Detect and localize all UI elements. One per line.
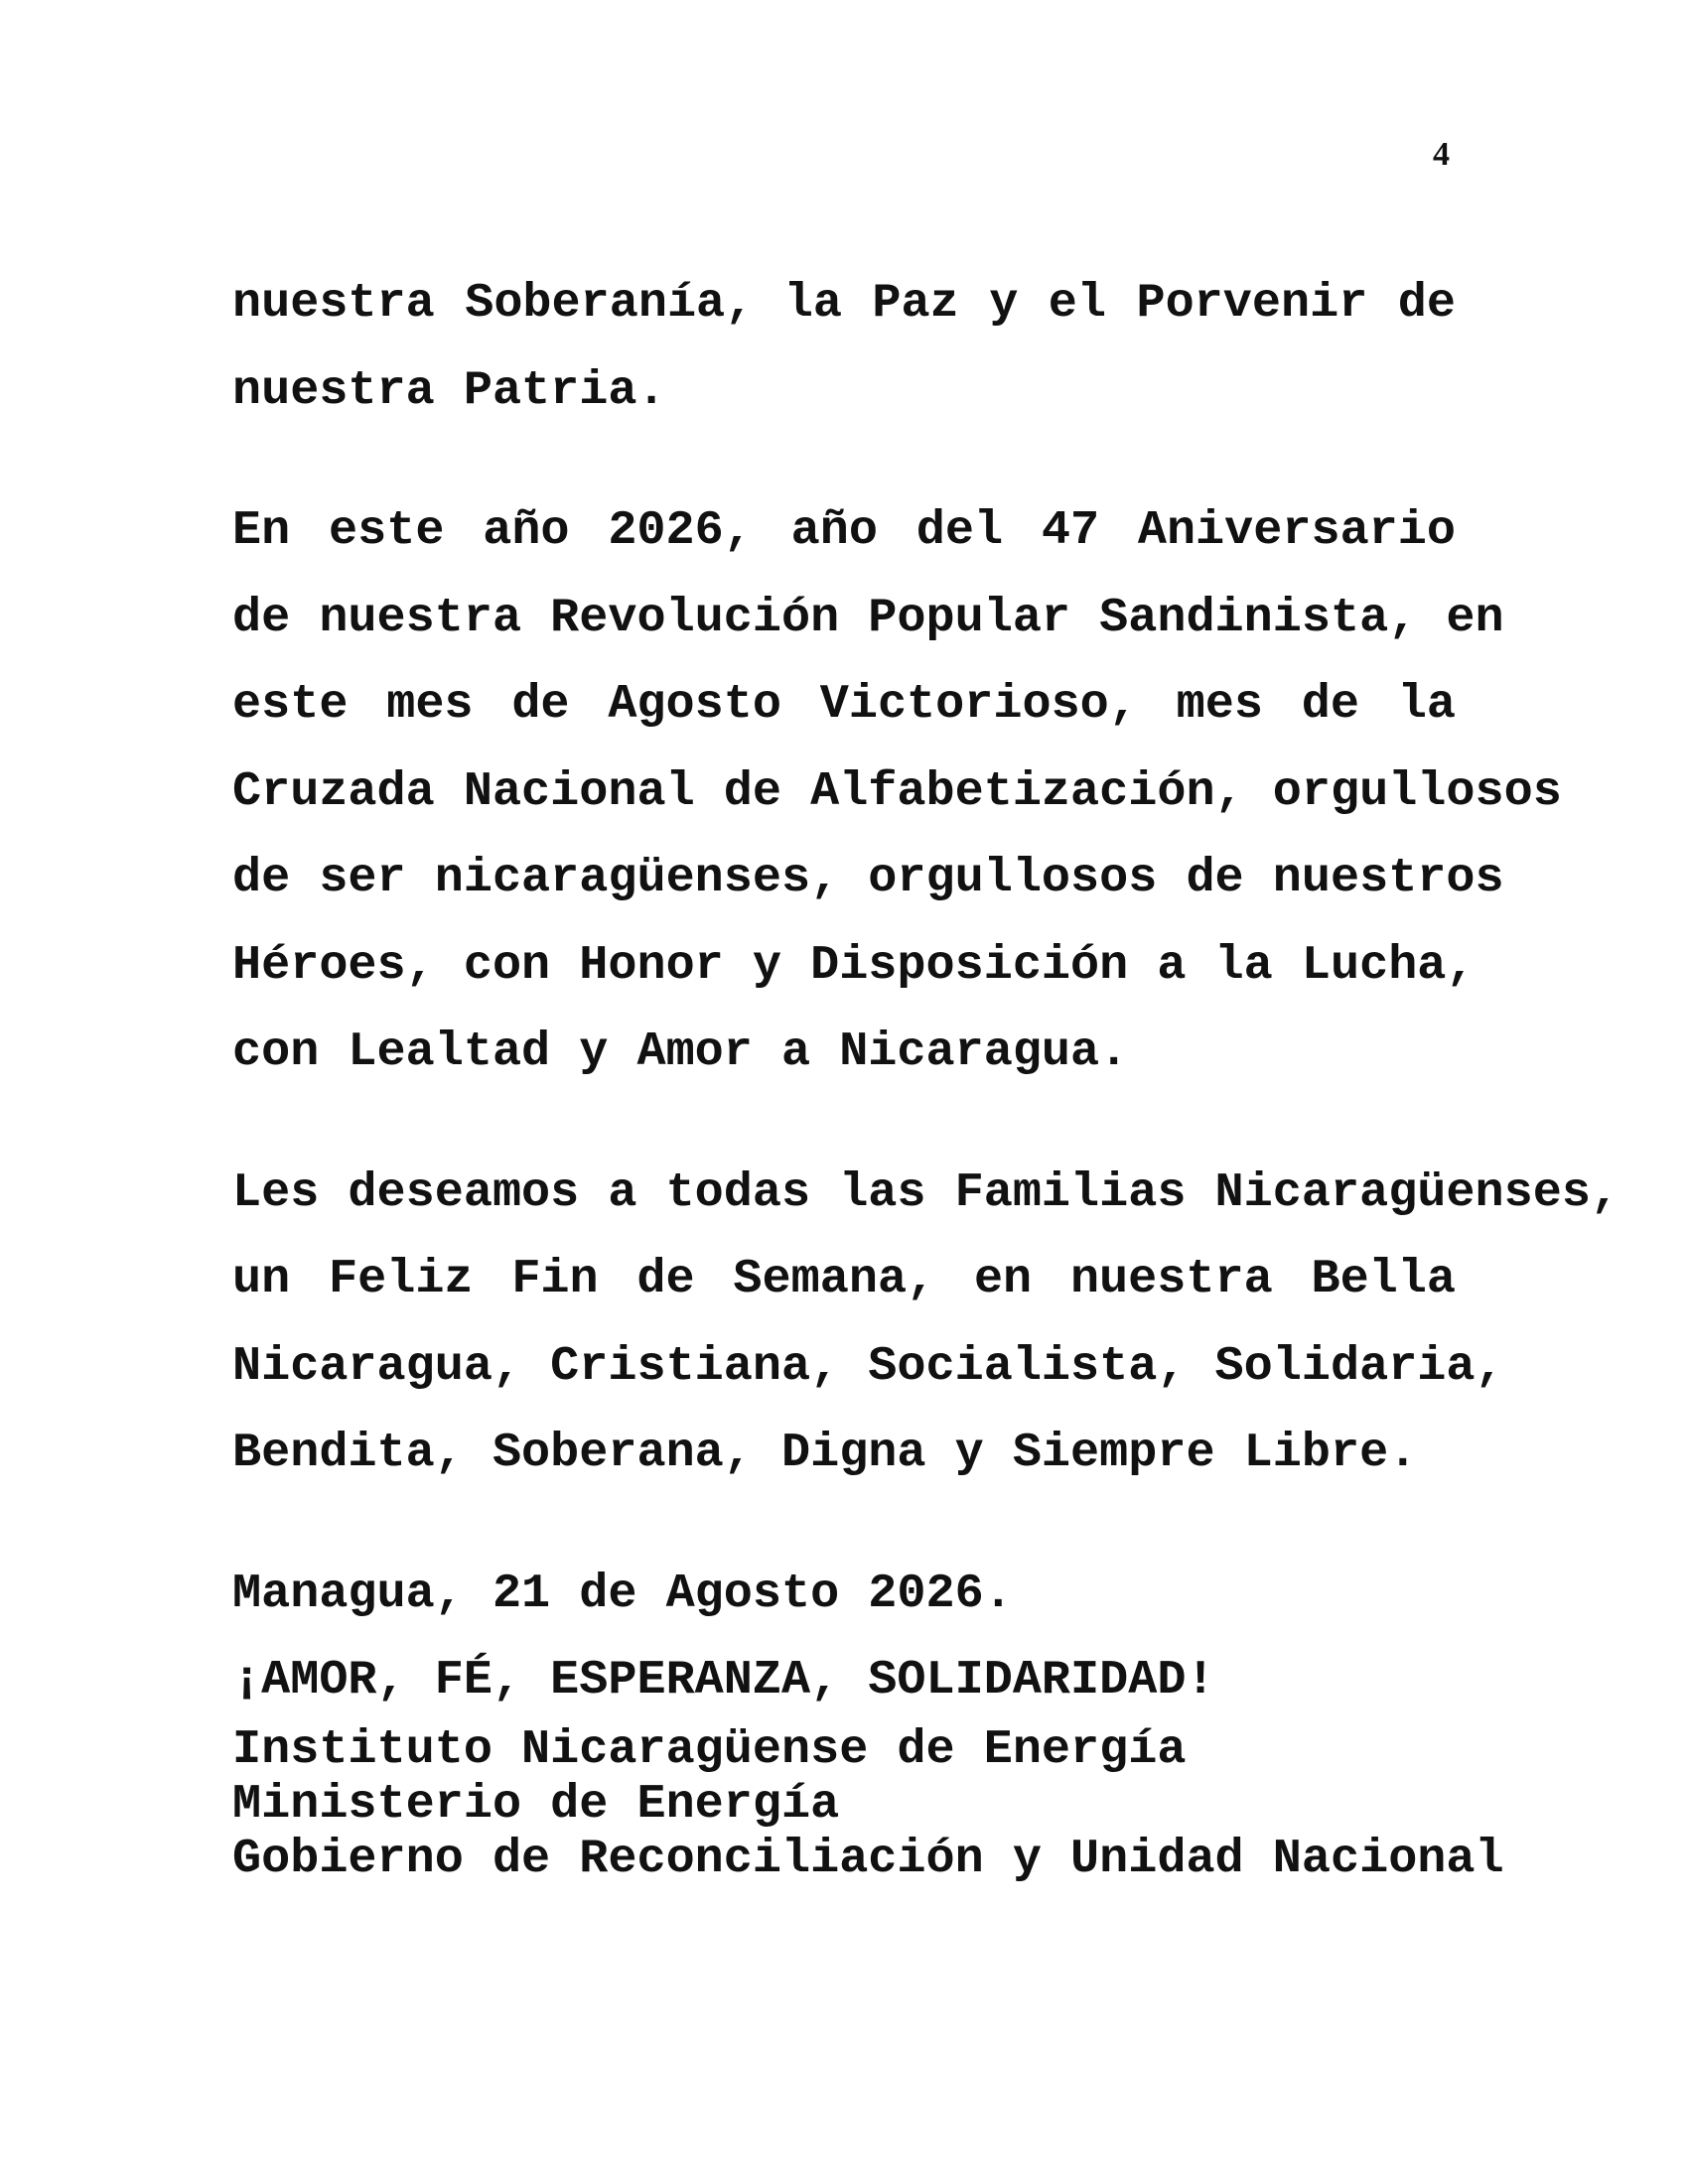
text-line: nuestra Soberanía, la Paz y el Porvenir de bbox=[232, 276, 1456, 331]
signature-line: Gobierno de Reconciliación y Unidad Nacional bbox=[232, 1831, 1504, 1886]
motto: ¡AMOR, FÉ, ESPERANZA, SOLIDARIDAD! bbox=[232, 1652, 1215, 1707]
text-line: de ser nicaragüenses, orgullosos de nuestros bbox=[232, 851, 1504, 905]
signature-block bbox=[232, 1721, 1504, 1887]
text-line: un Feliz Fin de Semana, en nuestra Bella bbox=[232, 1252, 1456, 1306]
text-line: este mes de Agosto Victorioso, mes de la bbox=[232, 677, 1456, 732]
document-body bbox=[232, 260, 1620, 1887]
text-line: Bendita, Soberana, Digna y Siempre Libre. bbox=[232, 1426, 1418, 1480]
paragraph-anniversary bbox=[232, 487, 1562, 1096]
text-line: con Lealtad y Amor a Nicaragua. bbox=[232, 1024, 1129, 1079]
text-line: de nuestra Revolución Popular Sandinista, en bbox=[232, 590, 1504, 645]
page-number: 4 bbox=[1433, 136, 1450, 173]
text-line: Héroes, con Honor y Disposición a la Lucha, bbox=[232, 937, 1476, 993]
text-line: Nicaragua, Cristiana, Socialista, Solidaria, bbox=[232, 1338, 1504, 1394]
paragraph-greeting bbox=[232, 1150, 1620, 1497]
text-line: Les deseamos a todas las Familias Nicaragüenses, bbox=[232, 1164, 1620, 1220]
signature-line: Ministerio de Energía bbox=[232, 1776, 840, 1832]
text-line: En este año 2026, año del 47 Aniversario bbox=[232, 503, 1456, 558]
place-date: Managua, 21 de Agosto 2026. bbox=[232, 1566, 1013, 1621]
text-line: Cruzada Nacional de Alfabetización, orgullosos bbox=[232, 763, 1562, 819]
text-line: nuestra Patria. bbox=[232, 362, 666, 418]
signature-line: Instituto Nicaragüense de Energía bbox=[232, 1721, 1187, 1777]
paragraph-sovereignty bbox=[232, 260, 1456, 434]
